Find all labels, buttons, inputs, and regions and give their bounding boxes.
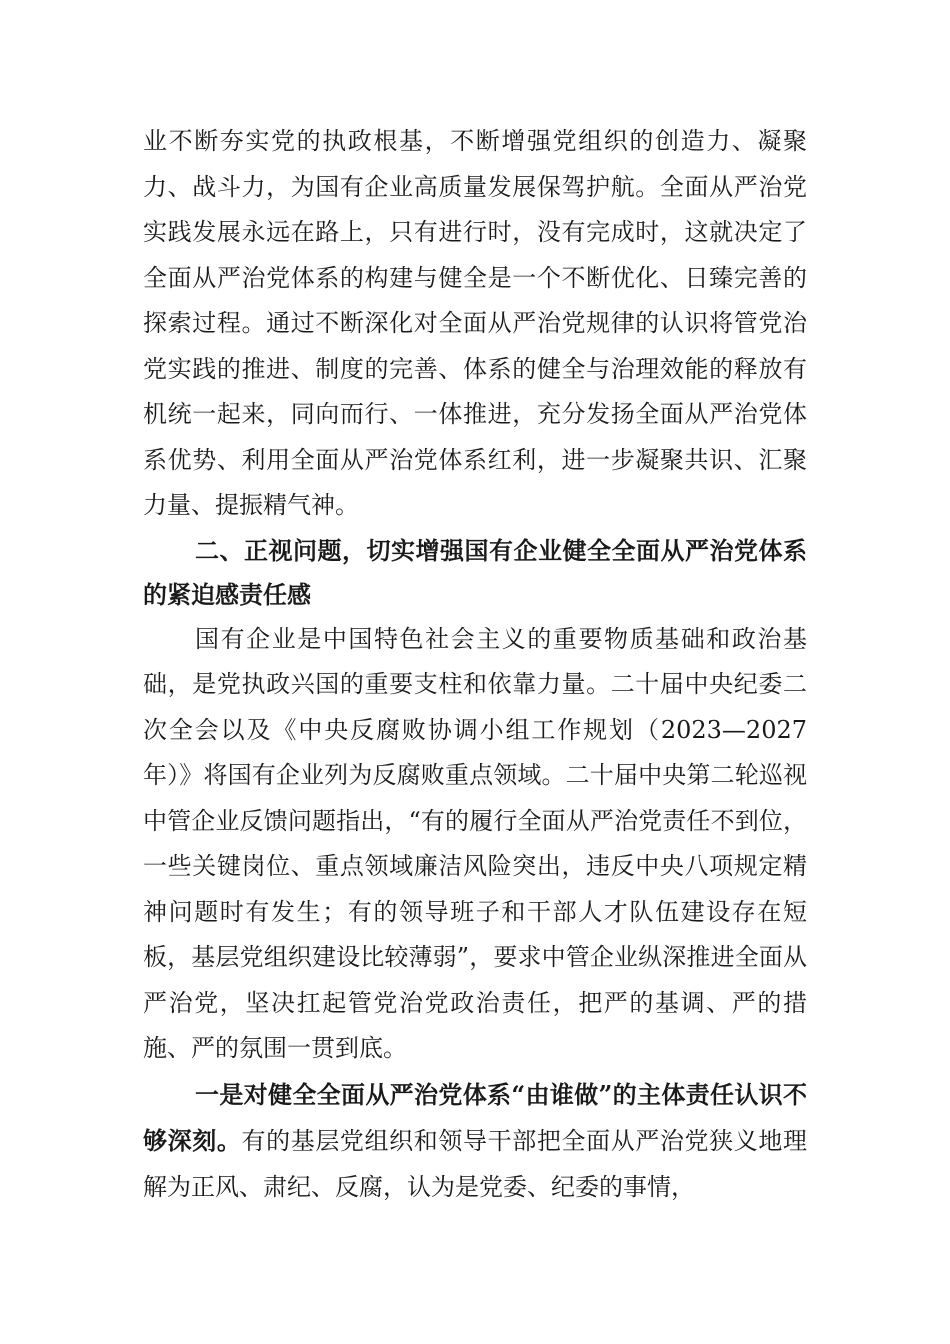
section-heading-2: 二、正视问题，切实增强国有企业健全全面从严治党体系的紧迫感责任感 — [143, 536, 807, 609]
document-page — [143, 119, 807, 1210]
paragraph-point-one — [143, 1072, 807, 1211]
paragraph-state-enterprises: 国有企业是中国特色社会主义的重要物质基础和政治基础，是党执政兴国的重要支柱和依靠力量。二十届中央纪委二次全会以及《中央反腐败协调小组工作规划（2023—2027年）》将国有企业列为反腐败重点领域。二十届中央第二轮巡视中管企业反馈问题指出，“有的履行全面从严治党责任不到位，一些关键岗位、重点领域廉洁风险突出，违反中央八项规定精神问题时有发生；有的领导班子和干部人才队伍建设存在短板，基层党组织建设比较薄弱”，要求中管企业纵深推进全面从严治党，坚决扛起管党治党政治责任，把严的基调、严的措施、严的氛围一贯到底。 — [143, 624, 807, 1062]
point-one-body: 有的基层党组织和领导干部把全面从严治党狭义地理解为正风、肃纪、反腐，认为是党委、纪委的事情， — [143, 1127, 808, 1201]
paragraph-continuation: 业不断夯实党的执政根基，不断增强党组织的创造力、凝聚力、战斗力，为国有企业高质量发展保驾护航。全面从严治党实践发展永远在路上，只有进行时，没有完成时，这就决定了全面从严治党体系的构建与健全是一个不断优化、日臻完善的探索过程。通过不断深化对全面从严治党规律的认识将管党治党实践的推进、制度的完善、体系的健全与治理效能的释放有机统一起来，同向而行、一体推进，充分发扬全面从严治党体系优势、利用全面从严治党体系红利，进一步凝聚共识、汇聚力量、提振精气神。 — [143, 127, 807, 519]
point-one-lead: 一是对健全全面从严治党体系“由谁做”的主体责任认识不够深刻。 — [143, 1079, 807, 1155]
